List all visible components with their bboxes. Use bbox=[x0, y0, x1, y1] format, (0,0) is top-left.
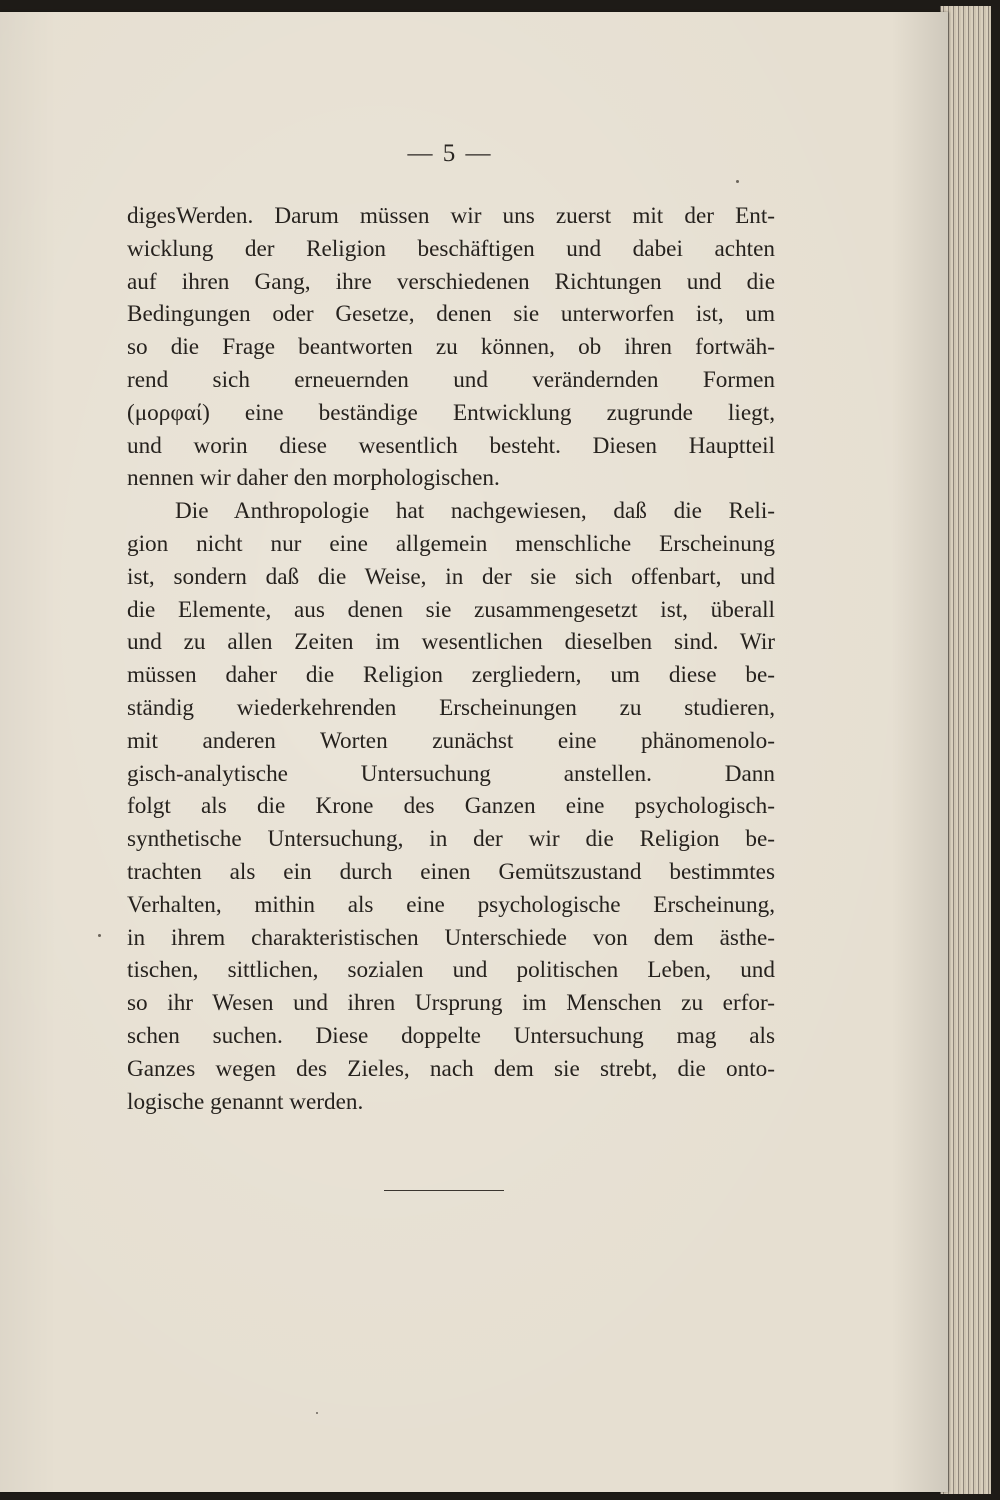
text-line: synthetische Untersuchung, in der wir die Religion be- bbox=[127, 826, 775, 853]
text-line: tischen, sittlichen, sozialen und politischen Leben, und bbox=[127, 957, 775, 984]
text-line: in ihrem charakteristischen Unterschiede von dem ästhe- bbox=[127, 924, 775, 951]
text-line: digesWerden. Darum müssen wir uns zuerst mit der Ent- bbox=[127, 203, 775, 229]
text-line: Die Anthropologie hat nachgewiesen, daß die Reli- bbox=[175, 498, 775, 525]
text-line: ist, sondern daß die Weise, in der sie sich offenbart, und bbox=[127, 563, 775, 590]
text-line: ständig wiederkehrenden Erscheinungen zu studieren, bbox=[127, 694, 775, 721]
paper-speck bbox=[736, 180, 739, 183]
text-line: schen suchen. Diese doppelte Untersuchung mag als bbox=[127, 1022, 775, 1049]
text-line: auf ihren Gang, ihre verschiedenen Richtungen und die bbox=[127, 268, 775, 295]
text-line: Ganzes wegen des Zieles, nach dem sie strebt, die onto- bbox=[127, 1055, 775, 1082]
text-line: trachten als ein durch einen Gemütszustand bestimmtes bbox=[127, 858, 775, 885]
page-number: — 5 — bbox=[407, 140, 493, 167]
text-line: logische genannt werden. bbox=[127, 1088, 364, 1115]
text-line: (μορφαί) eine beständige Entwicklung zugrunde liegt, bbox=[127, 399, 775, 426]
page-sheet bbox=[0, 12, 948, 1492]
text-line: rend sich erneuernden und verändernden Formen bbox=[127, 366, 775, 393]
text-line: die Elemente, aus denen sie zusammengesetzt ist, überall bbox=[127, 596, 775, 623]
text-line: nennen wir daher den morphologischen. bbox=[127, 465, 500, 492]
text-line: und worin diese wesentlich besteht. Diesen Hauptteil bbox=[127, 432, 775, 459]
text-line: folgt als die Krone des Ganzen eine psychologisch- bbox=[127, 793, 775, 820]
text-line: so die Frage beantworten zu können, ob ihren fortwäh- bbox=[127, 334, 775, 361]
text-line: und zu allen Zeiten im wesentlichen dieselben sind. Wir bbox=[127, 629, 775, 656]
text-line: Verhalten, mithin als eine psychologische Erscheinung, bbox=[127, 891, 775, 918]
text-line: Bedingungen oder Gesetze, denen sie unterworfen ist, um bbox=[127, 301, 775, 328]
paper-speck bbox=[98, 934, 101, 937]
text-line: gion nicht nur eine allgemein menschliche Erscheinung bbox=[127, 530, 775, 557]
text-line: so ihr Wesen und ihren Ursprung im Menschen zu erfor- bbox=[127, 990, 775, 1017]
text-line: müssen daher die Religion zergliedern, um diese be- bbox=[127, 662, 775, 689]
paper-speck bbox=[316, 1412, 318, 1414]
body-text bbox=[127, 200, 775, 1118]
end-rule bbox=[384, 1190, 504, 1191]
text-line: wicklung der Religion beschäftigen und dabei achten bbox=[127, 235, 775, 262]
text-line: gisch-analytische Untersuchung anstellen. Dann bbox=[127, 760, 775, 787]
text-line: mit anderen Worten zunächst eine phänomenolo- bbox=[127, 727, 775, 754]
